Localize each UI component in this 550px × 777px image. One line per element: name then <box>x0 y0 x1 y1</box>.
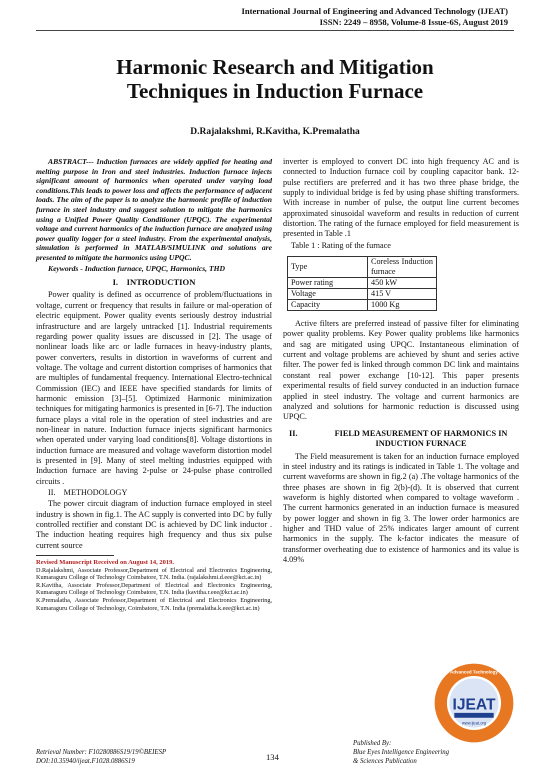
right-paragraph-3: The Field measurement is taken for an induction furnace employed in steel industry and its ratings is indicated in Table 1. The voltage and current waveforms are shown in fig.2 (a) .The voltage harmonics of the three phases are shown in fig 2(b)-(d). It is observed that current waveform is highly distorted when compared to voltage waveform . The current harmonics generated in an induction furnace is measured by power logger and shown in fig 3. The lower order harmonics are higher and THD value of 25% indicates larger amount of current harmonics in the supply. The k-factor indicates the measure of transformer overheating due to existence of harmonics and its value is 4.09% <box>283 451 519 564</box>
revised-note: Revised Manuscript Received on August 14, 2019. <box>36 559 174 567</box>
publisher-line-1: Blue Eyes Intelligence Engineering <box>353 749 450 756</box>
doi: DOI:10.35940/ijeat.F1028.0886S19 <box>36 758 135 765</box>
table-cell: 1000 Kg <box>368 300 437 311</box>
logo-acronym: IJEAT <box>452 696 496 714</box>
keywords: Keywords - Induction furnace, UPQC, Harmonics, THD <box>48 263 225 273</box>
introduction-paragraph: Power quality is defined as occurrence of problem/fluctuations in voltage, current or frequency that results in failure or mal-operation of electric equipment. Power quality events seriously destroy industrial infrastructure and are largely untracked [1]. Industrial requirements regarding power quality issues are discussed in [2]. The usage of nonlinear loads like arc or ladle furnaces in heavy-industry plants, power converters, results in distortion in waveforms of current and voltage. The voltage and current distortion comprises of harmonics that are multiples of fundamental frequency. International Electro-technical Commission (IEC) and IEEE have specified standards for limits of harmonic emission [3]–[5]. Optimized Harmonic minimization techniques for mitigating harmonics is presented in [6-7]. The induction furnace plays a vital role in the operation of steel industries and are non-linear in nature. Induction furnace injects significant harmonics when operated under varying load conditions[8]. Voltage distortions in induction furnace are measured and voltage waveform distortion model is presented in [9]. Many of steel melting industries equipped with Induction furnace are having 2-pulse or 24-pulse phase controlled circuits . <box>36 290 272 486</box>
header-rule <box>36 30 514 31</box>
table-cell: Type <box>288 257 368 278</box>
table-cell: Voltage <box>288 289 368 300</box>
published-by: Published By: <box>353 740 392 747</box>
section-heading-methodology: II. METHODOLOGY <box>48 488 128 497</box>
paper-title <box>0 55 550 103</box>
paper-authors: D.Rajalakshmi, R.Kavitha, K.Premalatha <box>190 127 360 137</box>
paper-title-line2: Techniques in Induction Furnace <box>126 79 424 103</box>
table-caption: Table 1 : Rating of the furnace <box>291 240 391 250</box>
page-number: 134 <box>266 752 279 762</box>
table-cell: 450 kW <box>368 278 437 289</box>
logo-ring-text: Advanced Technology <box>450 669 498 675</box>
publisher-line-2: & Sciences Publication <box>353 758 417 765</box>
methodology-paragraph: The power circuit diagram of induction furnace employed in steel industry is shown in fig.1. The AC supply is converted into DC by fully controlled rectifier and constant DC is achieved by DC link inductor . The induction heating requires high frequency and thus six pulse current source <box>36 499 272 550</box>
right-column <box>283 157 519 565</box>
paper-title-line1: Harmonic Research and Mitigation <box>116 55 434 79</box>
logo-site: www.ijeat.org <box>461 720 487 726</box>
author-footnote-3: K.Premalatha, Associate Professor,Department of Electrical and Electronics Engineering, Kumaraguru College of Technology, Coimbatore, T.N. India (premalatha.k.eee@kct.ac.in) <box>36 597 272 612</box>
table-row <box>288 257 437 278</box>
logo-band <box>454 713 493 718</box>
journal-logo <box>433 662 515 744</box>
rating-table <box>287 256 437 311</box>
section-heading-field-measurement <box>283 429 519 449</box>
journal-header <box>241 6 508 28</box>
table-row <box>288 300 437 311</box>
table-cell: Coreless Induction furnace <box>368 257 437 278</box>
section-heading-introduction: I. INTRODUCTION <box>112 277 196 288</box>
abstract: ABSTRACT--- Induction furnaces are widely applied for heating and melting purpose in Iron and steel industries. Induction furnace injects significant amount of harmonics when operated under varying load conditions.This leads to power loss and affects the performance of adjacent loads. The aim of the paper is to analyze the harmonic profile of induction furnace in steel industry and suggest solution to mitigate the harmonics using a Unified Power Quality Conditioner (UPQC). The experimental voltage and current harmonics of the induction furnace are analyzed using power quality logger for a steel industry. From the experimental analysis, simulation is performed in MATLAB/SIMULINK and solutions are presented to mitigate the harmonics using UPQC. <box>36 157 272 262</box>
right-paragraph-2: Active filters are preferred instead of passive filter for eliminating power quality problems. Key Power quality problems like harmonics and sag are mitigated using UPQC. Instantaneous elimination of current and voltage problems are achieved by shunt and series active filter. The power fed is linked through common DC link and maintains constant real power exchange [10-12]. This paper presents experimental results of field survey conducted in an induction furnace applied in steel industry. The voltage and current harmonics are analyzed and solutions for harmonic reduction is discussed using UPQC. <box>283 319 519 422</box>
table-cell: Capacity <box>288 300 368 311</box>
table-row <box>288 289 437 300</box>
section-title: FIELD MEASUREMENT OF HARMONICS IN INDUCTION FURNACE <box>334 428 508 448</box>
author-footnote-1: D.Rajalakshmi, Associate Professor,Department of Electrical and Electronics Engineering, Kumaraguru College of Technology Coimbatore, T.N. India. (rajalakshmi.d.eee@kct.ac.in) <box>36 566 272 582</box>
journal-issn: ISSN: 2249 – 8958, Volume-8 Issue-6S, August 2019 <box>319 17 508 27</box>
right-paragraph-1: inverter is employed to convert DC into high frequency AC and is connected to Induction furnace coil by coupling capacitor bank. 12-pulse rectifiers are preferred and it has two three phase bridge, the supply to individual bridge is fed by using phase shifting transformers. With increase in number of pulse, the output line current becomes approximated sinusoidal waveform and results in reduction of current distortion. The rating of the furnace employed for field measurement is presented in Table .1 <box>283 157 519 239</box>
journal-name: International Journal of Engineering and Advanced Technology (IJEAT) <box>241 6 508 16</box>
author-footnote-2: R.Kavitha, Associate Professor,Department of Electrical and Electronics Engineering, Kumaraguru College of Technology Coimbatore, T.N. India (kavitha.r.eee@kct.ac.in) <box>36 581 272 597</box>
retrieval-number: Retrieval Number: F10280886S19/19©BEIESP <box>36 749 167 756</box>
section-number: II. <box>289 428 298 438</box>
footnote-rule <box>36 555 114 556</box>
table-cell: Power rating <box>288 278 368 289</box>
footer-left <box>36 748 166 766</box>
table-cell: 415 V <box>368 289 437 300</box>
left-column <box>36 157 272 612</box>
table-row <box>288 278 437 289</box>
